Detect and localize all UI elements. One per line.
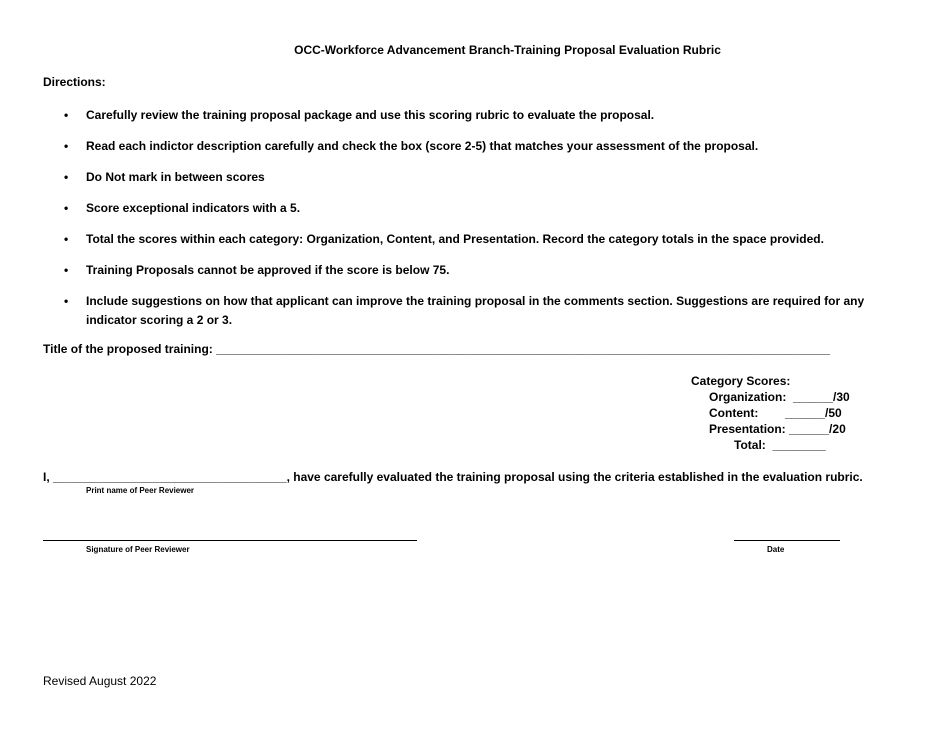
signature-line[interactable] <box>43 532 417 541</box>
organization-score-field[interactable]: Organization: ______/30 <box>709 390 850 404</box>
presentation-score-field[interactable]: Presentation: ______/20 <box>709 422 846 436</box>
list-item <box>0 261 950 280</box>
bullet-icon: • <box>64 232 69 246</box>
direction-text: Include suggestions on how that applicant can improve the training proposal in the comments section. Suggestions are required for any indicator scoring a 2 or 3. <box>86 294 865 327</box>
direction-text: Training Proposals cannot be approved if the score is below 75. <box>86 263 450 277</box>
signature-caption: Signature of Peer Reviewer <box>86 545 190 554</box>
content-score-field[interactable]: Content: ______/50 <box>709 406 842 420</box>
list-item <box>0 230 950 249</box>
date-line[interactable] <box>734 532 840 541</box>
revision-footer: Revised August 2022 <box>43 674 157 688</box>
category-scores <box>691 373 850 453</box>
total-score-field[interactable]: Total: ________ <box>734 438 826 452</box>
category-scores-heading: Category Scores: <box>691 374 791 388</box>
directions-list <box>0 106 950 342</box>
print-name-caption: Print name of Peer Reviewer <box>86 486 195 495</box>
list-item <box>0 137 950 156</box>
list-item <box>0 292 950 330</box>
bullet-icon: • <box>64 263 69 277</box>
bullet-icon: • <box>64 108 69 122</box>
list-item <box>0 106 950 125</box>
directions-heading: Directions: <box>43 75 106 89</box>
certification-statement[interactable]: I, ___________________________________, have carefully evaluated the training proposal using the criteria established in the evaluation rubric. <box>43 470 863 484</box>
direction-text: Total the scores within each category: Organization, Content, and Presentation. Record the category totals in the space provided. <box>86 232 824 246</box>
direction-text: Score exceptional indicators with a 5. <box>86 201 301 215</box>
bullet-icon: • <box>64 201 69 215</box>
list-item <box>0 199 950 218</box>
direction-text: Read each indictor description carefully and check the box (score 2-5) that matches your assessment of the proposal. <box>86 139 759 153</box>
page-title: OCC-Workforce Advancement Branch-Training Proposal Evaluation Rubric <box>294 43 721 57</box>
bullet-icon: • <box>64 170 69 184</box>
bullet-icon: • <box>64 294 69 308</box>
direction-text: Carefully review the training proposal package and use this scoring rubric to evaluate the proposal. <box>86 108 655 122</box>
training-title-field[interactable]: Title of the proposed training: ____________________________________________________________________________________________ <box>43 342 831 356</box>
date-caption: Date <box>767 545 785 554</box>
list-item <box>0 168 950 187</box>
direction-text: Do Not mark in between scores <box>86 170 265 184</box>
bullet-icon: • <box>64 139 69 153</box>
